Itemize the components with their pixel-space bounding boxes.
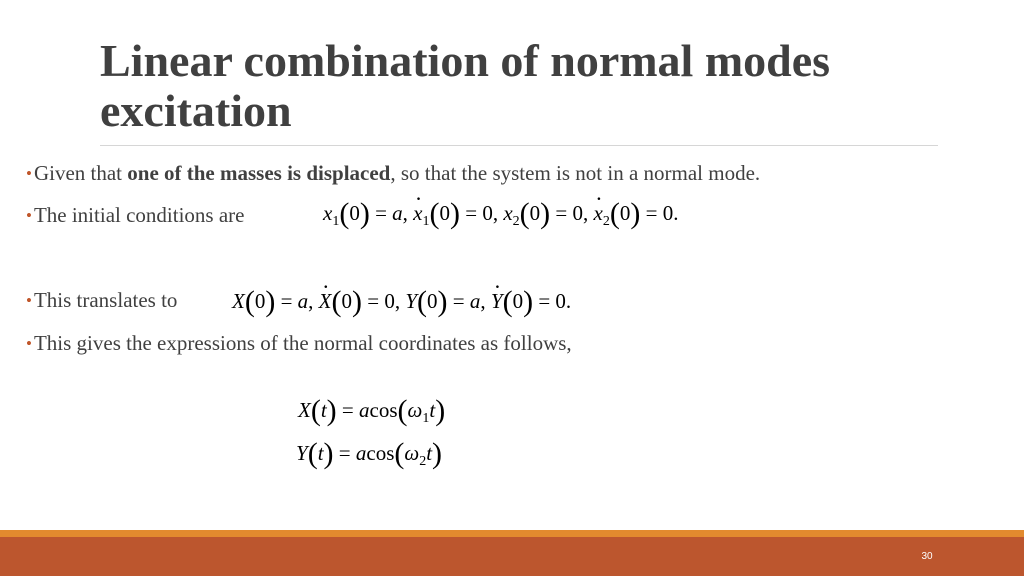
bullet-dot-icon: •: [26, 206, 32, 225]
title-line-1: Linear combination of normal modes: [100, 35, 831, 86]
title-divider: [100, 145, 938, 146]
equation-solution-y: $Y(t) = acos(\omega_2t)$: [296, 437, 443, 470]
bullet-given: •Given that one of the masses is displaced, so that the system is not in a normal mode.: [26, 161, 761, 185]
equation-solution-x: $X(t) = acos(\omega_1t)$: [298, 394, 446, 427]
page-number: 30: [921, 551, 933, 562]
bullet-dot-icon: •: [26, 291, 32, 310]
bullet-expressions: •This gives the expressions of the normal coordinates as follows,: [26, 331, 572, 355]
equation-normal-initial: X(0) = a, · X(0) = 0, Y(0) = a, · Y(0) = 0.: [232, 287, 571, 315]
slide-title: [100, 36, 960, 136]
bullet-initial-conditions: •The initial conditions are: [26, 203, 245, 227]
bold-phrase: one of the masses is displaced: [127, 161, 391, 185]
bullet-dot-icon: •: [26, 164, 32, 183]
equation-initial-conditions: $x_1(0) = a$, · $x_1(0) = 0$, $x_2(0) = 0$, · $x_2(0) = 0$.: [323, 199, 678, 227]
bullet-dot-icon: •: [26, 334, 32, 353]
footer-band: [0, 537, 1024, 576]
title-line-2: excitation: [100, 85, 292, 136]
footer-accent-stripe: [0, 530, 1024, 537]
bullet-translates: •This translates to: [26, 288, 178, 312]
